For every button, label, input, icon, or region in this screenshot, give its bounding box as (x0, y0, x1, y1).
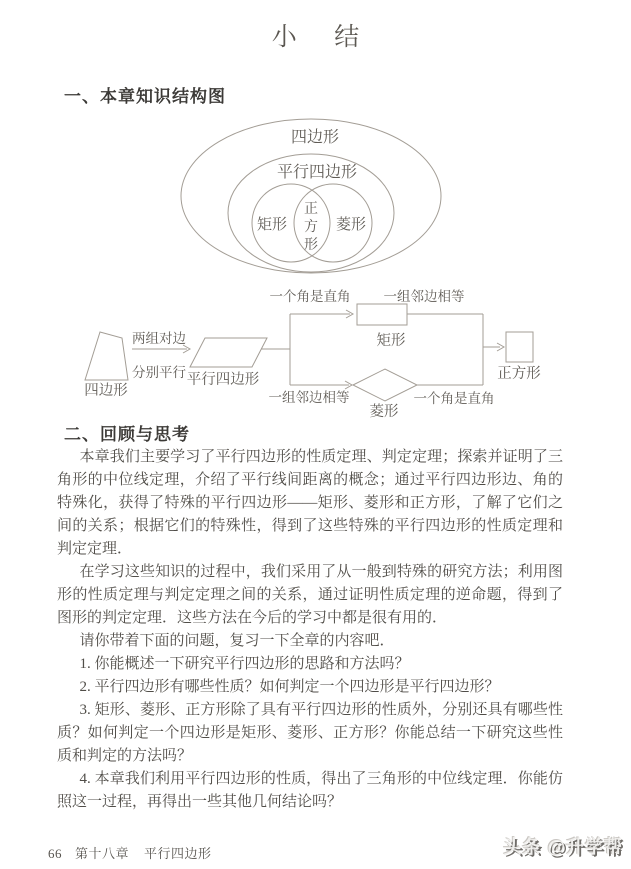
flow-label-adjacent-sides-top: 一组邻边相等 (383, 289, 465, 304)
flow-label-condition1-line2: 分别平行 (132, 365, 186, 380)
flow-label-condition1-line1: 两组对边 (132, 331, 186, 346)
flow-label-right-angle-bottom: 一个角是直角 (413, 391, 495, 406)
flow-diagram (60, 285, 631, 420)
flow-label-square: 正方形 (497, 366, 541, 382)
page-title (0, 17, 631, 53)
review-question: 1. 你能概述一下研究平行四边形的思路和方法吗？ (79, 656, 410, 672)
flow-quadrilateral-shape (85, 332, 128, 380)
footer-chapter-title: 平行四边形 (144, 846, 212, 861)
section2-heading: 二、回顾与思考 (64, 425, 190, 444)
flow-label-rectangle: 矩形 (376, 333, 406, 349)
page-footer (48, 843, 212, 862)
review-question: 2. 平行四边形有哪些性质？如何判定一个四边形是平行四边形？ (79, 679, 500, 695)
venn-label-square-char2: 方 (304, 220, 318, 235)
review-question: 4. 本章我们利用平行四边形的性质，得出了三角形的中位线定理．你能仿照这一过程，再得出一些其他几何结论吗？ (57, 771, 563, 810)
flow-parallelogram-shape (190, 338, 267, 367)
flow-square-box (506, 332, 533, 362)
venn-diagram (160, 112, 490, 290)
flow-label-rhombus: 菱形 (369, 404, 399, 420)
venn-label-rectangle: 矩形 (256, 217, 288, 233)
page-title-text: 小结 (271, 24, 397, 51)
footer-page-number: 66 (48, 846, 62, 861)
footer-chapter: 第十八章 (75, 846, 130, 861)
venn-label-quadrilateral: 四边形 (290, 129, 340, 146)
review-text-block (57, 446, 563, 814)
watermark: 头条 @升学帮 (503, 837, 623, 857)
review-paragraph: 在学习这些知识的过程中，我们采用了从一般到特殊的研究方法；利用图形的性质定理与判定定理之间的关系，通过证明性质定理的逆命题，得到了图形的判定定理．这些方法在今后的学习中都是很有用的． (57, 564, 563, 626)
review-question: 3. 矩形、菱形、正方形除了具有平行四边形的性质外，分别还具有哪些性质？如何判定一个四边形是矩形、菱形、正方形？你能总结一下研究这些性质和判定的方法吗？ (57, 702, 563, 764)
flow-label-parallelogram: 平行四边形 (186, 372, 260, 388)
venn-label-square-char3: 形 (304, 238, 318, 253)
review-paragraph: 请你带着下面的问题，复习一下全章的内容吧． (79, 633, 395, 649)
flow-label-adjacent-sides-bottom: 一组邻边相等 (268, 390, 350, 405)
flow-label-quadrilateral: 四边形 (84, 383, 128, 399)
venn-label-parallelogram: 平行四边形 (276, 164, 358, 181)
venn-label-rhombus: 菱形 (335, 217, 367, 233)
flow-label-right-angle-top: 一个角是直角 (269, 289, 351, 304)
venn-label-square-char1: 正 (304, 202, 318, 217)
review-paragraph: 本章我们主要学习了平行四边形的性质定理、判定定理；探索并证明了三角形的中位线定理，介绍了平行线间距离的概念；通过平行四边形边、角的特殊化，获得了特殊的平行四边形——矩形、菱形和正方形，了解了它们之间的关系；根据它们的特殊性，得到了这些特殊的平行四边形的性质定理和判定定理． (57, 449, 563, 557)
flow-rhombus-shape (353, 369, 417, 401)
section1-heading: 一、本章知识结构图 (64, 87, 226, 106)
flow-rectangle-box (357, 304, 407, 325)
